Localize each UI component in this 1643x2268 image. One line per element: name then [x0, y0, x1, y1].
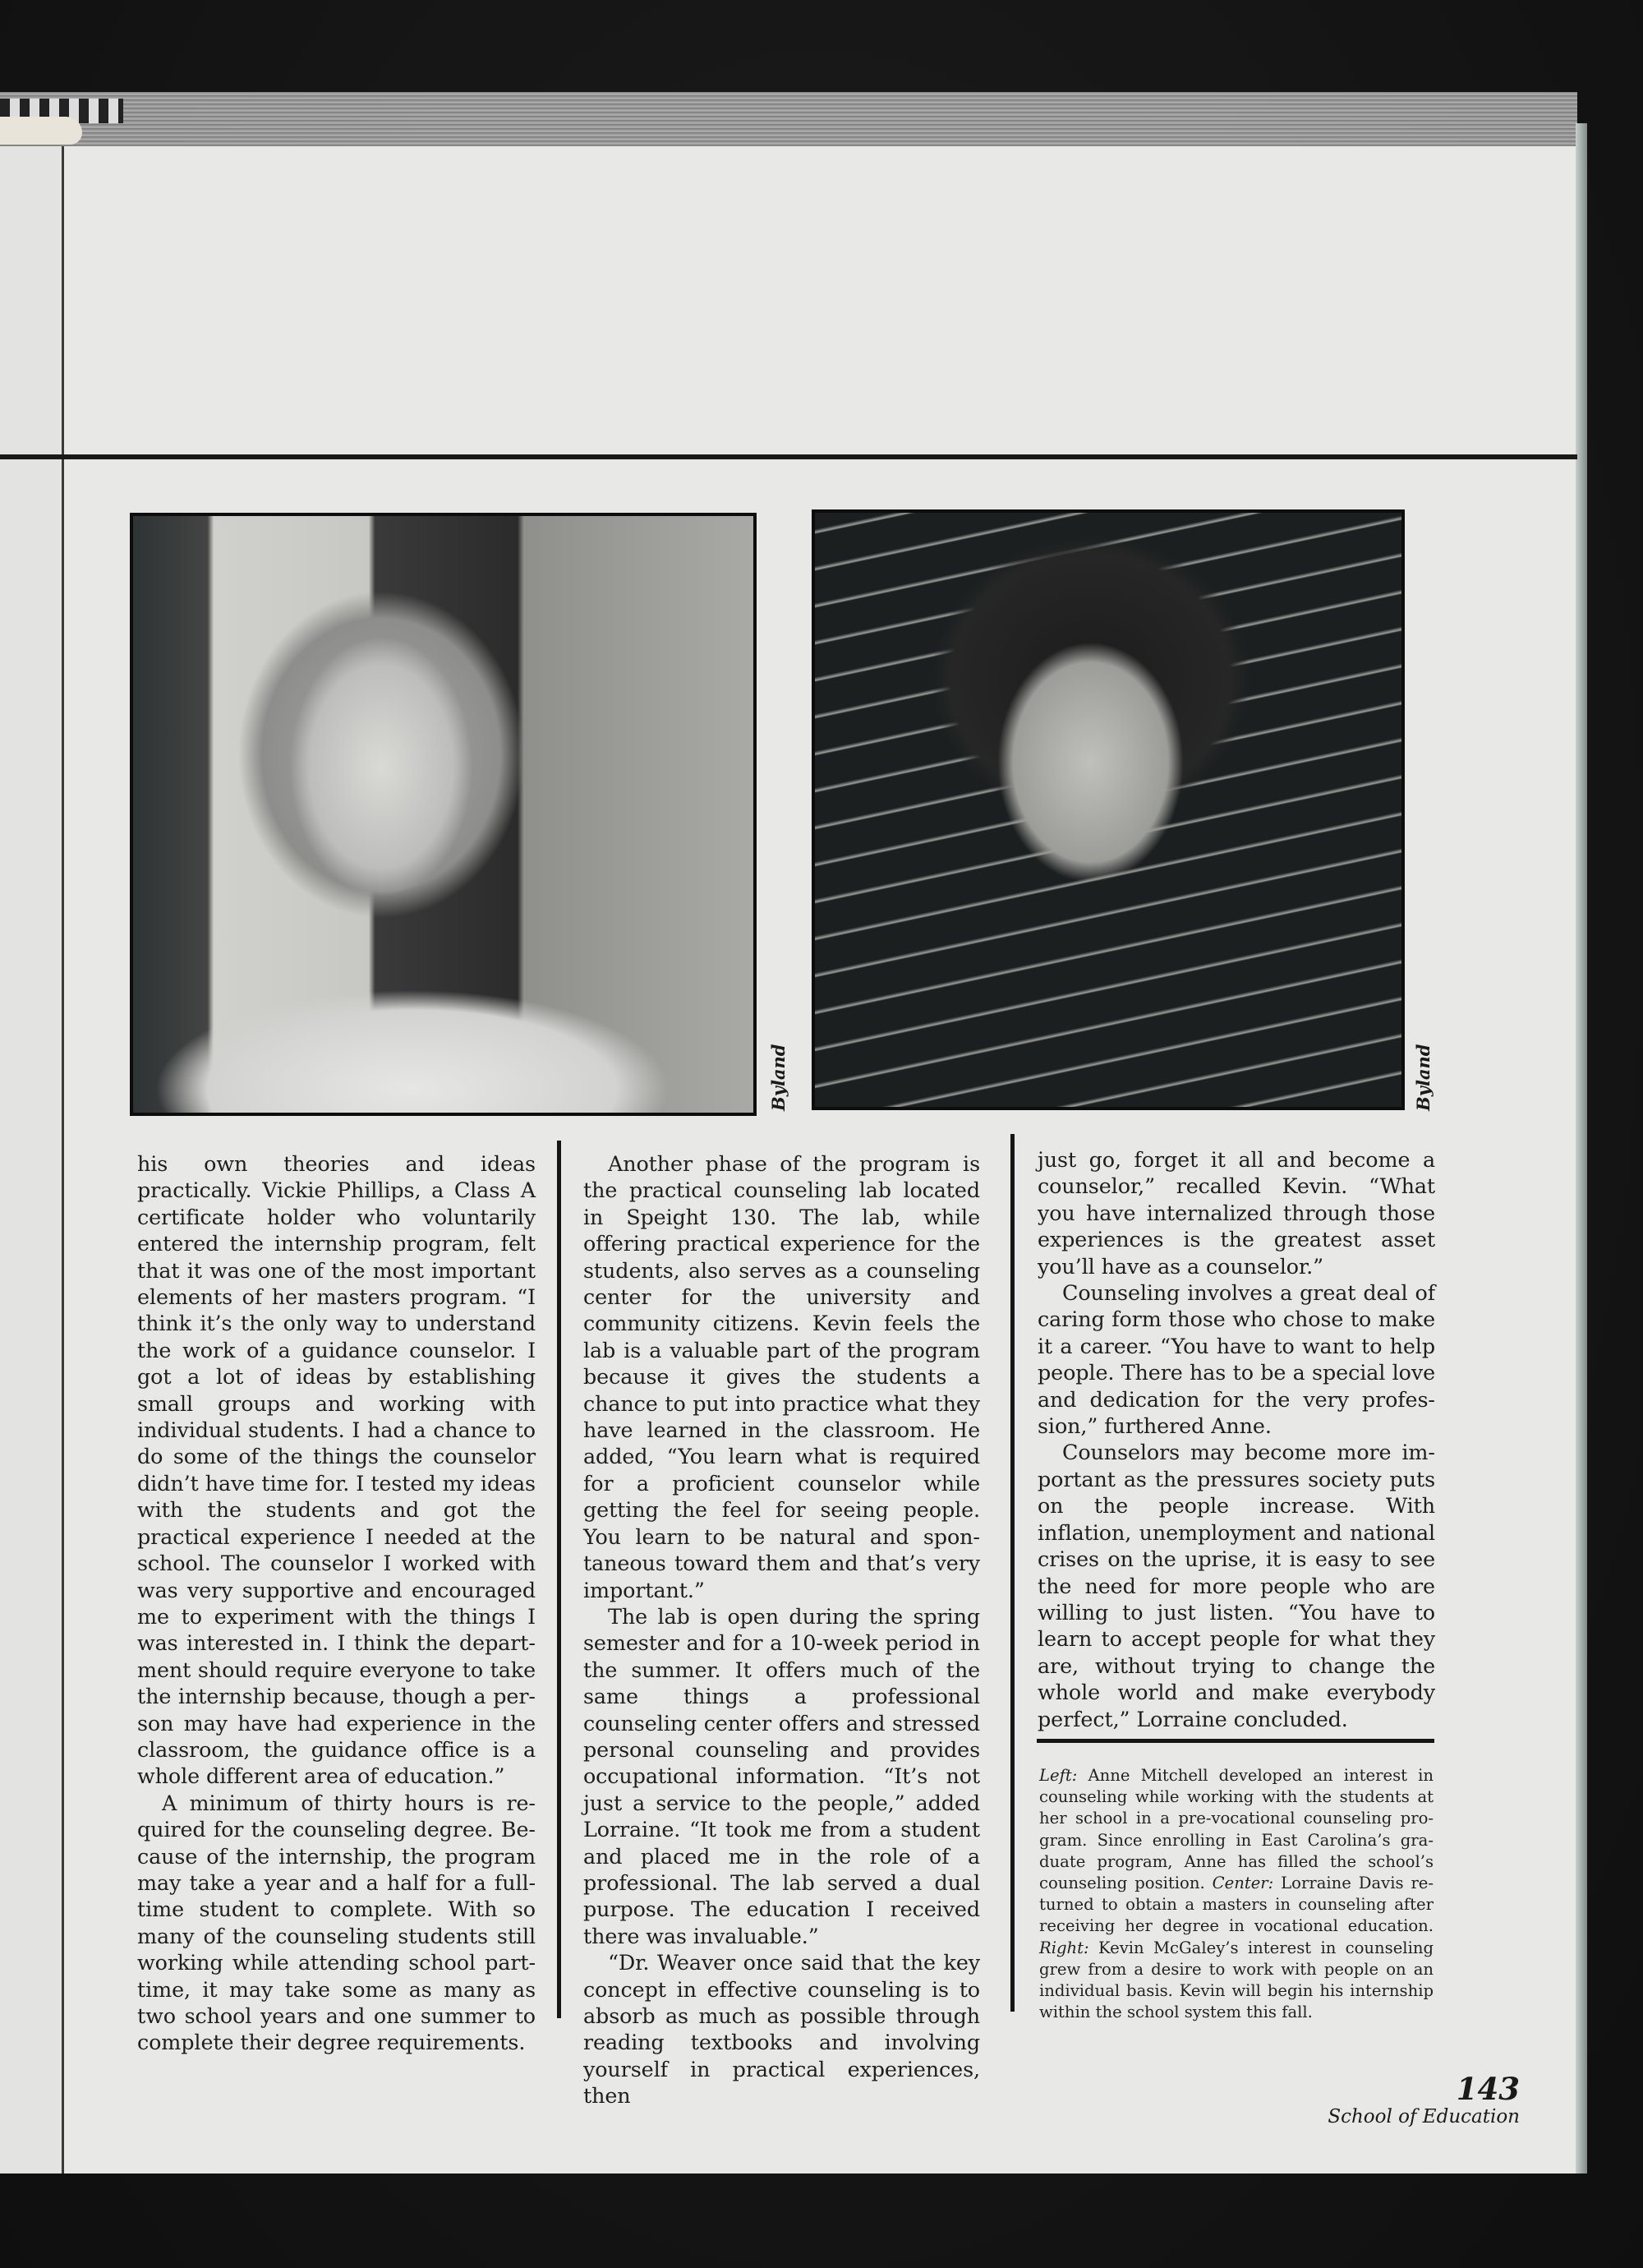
facing-page-gutter [0, 146, 64, 2174]
photo-credit: Byland [768, 1044, 789, 1111]
paragraph: just go, forget it all and become a counselor,” recalled Kevin. “What you have internalized through those experiences is the greatest asset you’ll have as a counselor.” [1038, 1147, 1435, 1279]
photo-credit: Byland [1413, 1044, 1434, 1111]
caption-text-left: Anne Mitchell developed an interest in counseling while working with the students at her school in a pre-vocational counseling program. Since enrolling in East Carolina’s graduate program, Anne has filled the school’s counseling position. [1039, 1766, 1434, 1893]
paragraph: Another phase of the program is the practical counseling lab located in Speight 130. The lab, while offering practical experience for the students, also serves as a counseling center for the university and community citizens. Kevin feels the lab is a valuable part of the program because it gives the students a chance to put into practice what they have learned in the classroom. He added, “You learn what is required for a proficient counselor while getting the feel for seeing people. You learn to be natural and spontaneous toward them and that’s very important.” [583, 1151, 980, 1602]
photo-subject-label [1069, 1085, 1147, 1097]
caption-label-center: Center: [1212, 1874, 1274, 1893]
book-page-edges [0, 92, 1577, 150]
page-stack-edge [1576, 123, 1587, 2174]
paragraph: “Dr. Weaver once said that the key concept in effective counseling is to absorb as much as possible through reading textbooks and involving yourself in practical experiences, then [583, 1950, 980, 2109]
article-column-1 [137, 1150, 536, 2056]
paragraph: his own theories and ideas practically. Vickie Phillips, a Class A certificate holder who voluntarily entered the internship program, felt that it was one of the most important elements of her masters program. “I think it’s the only way to understand the work of a guidance counselor. I got a lot of ideas by establishing small groups and working with individual students. I had a chance to do some of the things the counselor didn’t have time for. I tested my ideas with the students and got the practical experience I needed at the school. The counselor I worked with was very supportive and encouraged me to experiment with the things I was interested in. I think the department should require everyone to take the internship because, though a person may have had experience in the classroom, the guidance office is a whole different area of education.” [137, 1151, 536, 1789]
photo-caption [1039, 1765, 1434, 2023]
photo-kevin-mcgaley [812, 509, 1405, 1110]
header-rule [0, 454, 1577, 459]
photo-anne-mitchell [130, 513, 757, 1116]
paragraph: Counselors may become more important as the pressures society puts on the people increase. With inflation, unemployment and national crises on the uprise, it is easy to see the need for more people who are willing to just listen. “You have to learn to accept people for what they are, without trying to change the whole world and make everybody perfect,” Lorraine concluded. [1038, 1440, 1435, 1731]
caption-text-center: Lorraine Davis returned to obtain a masters in counseling after receiving her degree in vocational education. [1039, 1874, 1434, 1936]
paragraph: The lab is open during the spring semester and for a 10-week period in the summer. It offers much of the same things a professional counseling center offers and stressed personal counseling and provides occupational information. “It’s not just a service to the people,” added Lorraine. “It took me from a student and placed me in the role of a professional. The lab served a dual purpose. The education I received there was invaluable.” [583, 1603, 980, 1948]
article-column-2 [583, 1150, 980, 2109]
article-column-3 [1038, 1146, 1435, 1732]
section-footer: School of Education [1328, 2106, 1520, 2127]
page-number: 143 [1456, 2071, 1520, 2107]
binding-thread [0, 117, 82, 145]
column-divider [1010, 1134, 1015, 2012]
caption-label-right: Right: [1039, 1938, 1089, 1957]
paragraph: Counseling involves a great deal of caring form those who chose to make it a career. “You have to want to help people. There has to be a special love and dedication for the very profession,” furthered Anne. [1038, 1280, 1435, 1439]
column-divider [557, 1141, 561, 2018]
photo-subject-label [407, 1090, 479, 1103]
caption-text-right: Kevin McGaley’s interest in counseling grew from a desire to work with people on an individual basis. Kevin will begin his internship within the school system this fall. [1039, 1938, 1434, 2022]
caption-rule [1037, 1739, 1434, 1743]
paragraph: A minimum of thirty hours is required for the counseling degree. Because of the internship, the program may take a year and a half for a full-time student to complete. With so many of the counseling students still working while attending school part-time, it may take some as many as two school years and one summer to complete their degree requirements. [137, 1790, 536, 2055]
caption-label-left: Left: [1039, 1766, 1078, 1785]
